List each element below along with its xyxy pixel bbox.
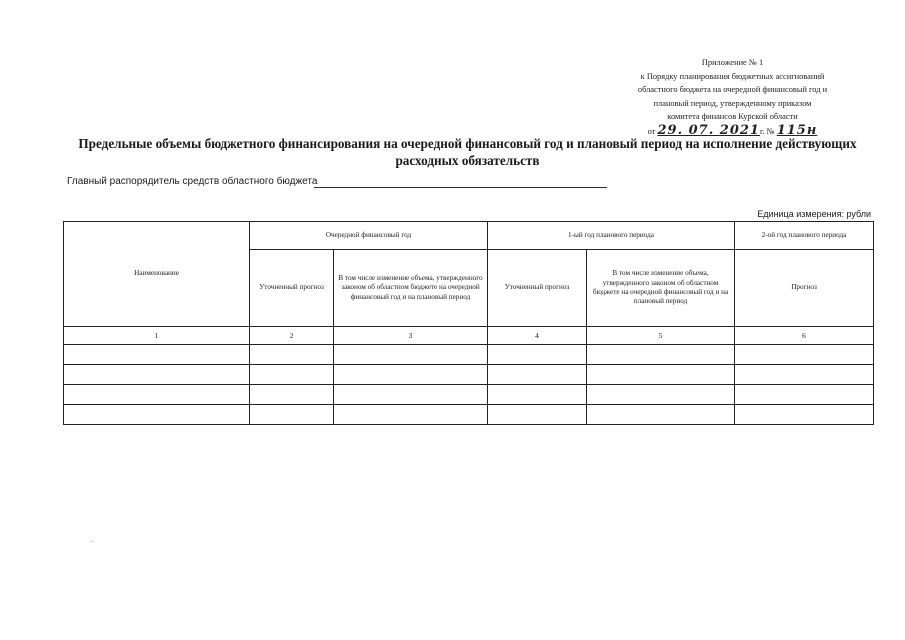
table-cell[interactable] (587, 345, 735, 365)
column-number: 3 (334, 327, 488, 345)
document-title (60, 135, 875, 169)
table-cell[interactable] (250, 405, 334, 425)
annex-title: Приложение № 1 (701, 58, 764, 67)
table-cell[interactable] (334, 385, 488, 405)
table-cell[interactable] (64, 345, 250, 365)
table-row (64, 385, 874, 405)
scan-speck (92, 541, 93, 542)
annex-line-1: к Порядку планирования бюджетных ассигнований (640, 71, 825, 81)
table-cell[interactable] (250, 345, 334, 365)
annex-line-3: плановый период, утвержденному приказом (653, 98, 812, 108)
table-cell[interactable] (250, 365, 334, 385)
table-cell[interactable] (250, 385, 334, 405)
column-number: 1 (64, 327, 250, 345)
table-cell[interactable] (64, 385, 250, 405)
table-cell[interactable] (587, 405, 735, 425)
header-change-note-1: В том числе изменение объема, утвержденного законом об областном бюджете на очередной финансовый год и на плановый период (334, 250, 488, 327)
column-number: 2 (250, 327, 334, 345)
table-cell[interactable] (488, 365, 587, 385)
table-cell[interactable] (334, 365, 488, 385)
table-row (64, 405, 874, 425)
table-cell[interactable] (735, 365, 874, 385)
annex-number-handwritten: 115н (776, 122, 818, 138)
header-name-cell: Наименование (64, 222, 250, 327)
header-refined-forecast-2: Уточненный прогноз (488, 250, 587, 327)
document-title-line-2: расходных обязательств (395, 153, 540, 168)
annex-date-mid: г. № (759, 126, 775, 136)
column-number-row (64, 327, 874, 345)
table-cell[interactable] (334, 345, 488, 365)
header-plan-year2-group: 2-ой год планового периода (735, 222, 874, 250)
annex-line-2: областного бюджета на очередной финансовый год и (637, 85, 828, 95)
table-cell[interactable] (587, 385, 735, 405)
unit-label: Единица измерения: рубли (757, 209, 871, 219)
header-refined-forecast-1: Уточненный прогноз (250, 250, 334, 327)
table-cell[interactable] (64, 365, 250, 385)
table-cell[interactable] (64, 405, 250, 425)
column-number: 6 (735, 327, 874, 345)
main-administrator-fill-line (314, 187, 607, 188)
annex-line-4: комитета финансов Курской области (667, 112, 798, 122)
table-cell[interactable] (735, 405, 874, 425)
table-header-row-1 (64, 222, 874, 250)
table-cell[interactable] (334, 405, 488, 425)
table-cell[interactable] (488, 385, 587, 405)
annex-date-handwritten: 29. 07. 2021 (657, 122, 760, 138)
table-cell[interactable] (488, 405, 587, 425)
header-current-year-group: Очередной финансовый год (250, 222, 488, 250)
budget-limits-table (63, 221, 874, 425)
document-title-line-1: Предельные объемы бюджетного финансирования на очередной финансовый год и плановый период на исполнение действующих (78, 136, 857, 151)
header-change-note-2: В том числе изменение объема, утвержденного законом об областном бюджете на очередной финансовый год и на плановый период (587, 250, 735, 327)
table-row (64, 345, 874, 365)
table-cell[interactable] (735, 385, 874, 405)
column-number: 4 (488, 327, 587, 345)
table-cell[interactable] (587, 365, 735, 385)
table-row (64, 365, 874, 385)
table-cell[interactable] (735, 345, 874, 365)
table-cell[interactable] (488, 345, 587, 365)
main-administrator-label: Главный распорядитель средств областного бюджета (67, 176, 318, 187)
column-number: 5 (587, 327, 735, 345)
annex-header (600, 56, 865, 139)
header-plan-year1-group: 1-ый год планового периода (488, 222, 735, 250)
header-forecast-3: Прогноз (735, 250, 874, 327)
annex-date-prefix: от (647, 126, 656, 136)
